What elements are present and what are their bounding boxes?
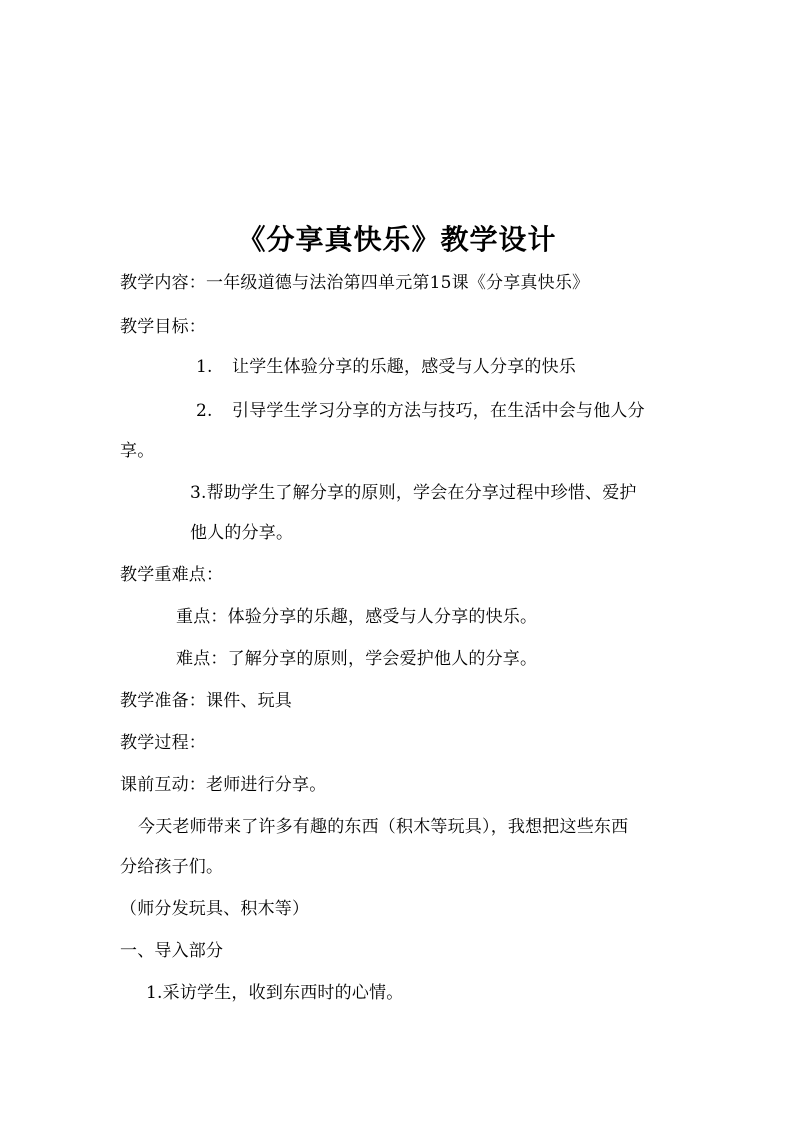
difficult-point: 难点：了解分享的原则，学会爱护他人的分享。 <box>176 649 538 669</box>
teaching-preparation: 教学准备：课件、玩具 <box>120 691 292 711</box>
teaching-content-line: 教学内容：一年级道德与法治第四单元第15课《分享真快乐》 <box>120 273 590 293</box>
teacher-speech-line-1: 今天老师带来了许多有趣的东西（积木等玩具），我想把这些东西 <box>138 817 629 837</box>
objective-2-continuation: 享。 <box>120 441 155 461</box>
process-heading: 教学过程： <box>120 733 206 753</box>
section-one-heading: 一、导入部分 <box>120 941 224 961</box>
objective-3: 3.帮助学生了解分享的原则，学会在分享过程中珍惜、爱护 <box>190 483 637 503</box>
document-title: 《分享真快乐》教学设计 <box>237 223 557 256</box>
step-one: 1.采访学生，收到东西时的心情。 <box>146 983 404 1003</box>
teacher-speech-line-2: 分给孩子们。 <box>120 857 224 877</box>
objective-1-text: 让学生体验分享的乐趣，感受与人分享的快乐 <box>232 357 576 377</box>
pre-class-interaction: 课前互动：老师进行分享。 <box>120 775 327 795</box>
objective-1-number: 1. <box>196 357 213 377</box>
objectives-heading: 教学目标： <box>120 317 206 337</box>
key-point: 重点：体验分享的乐趣，感受与人分享的快乐。 <box>176 607 538 627</box>
objective-2 <box>196 400 645 422</box>
objective-2-number: 2. <box>196 401 213 421</box>
objective-1 <box>196 356 576 378</box>
teacher-action: （师分发玩具、积木等） <box>120 899 310 919</box>
key-points-heading: 教学重难点： <box>120 565 224 585</box>
objective-3-continuation: 他人的分享。 <box>190 523 294 543</box>
objective-2-text: 引导学生学习分享的方法与技巧，在生活中会与他人分 <box>232 401 645 421</box>
